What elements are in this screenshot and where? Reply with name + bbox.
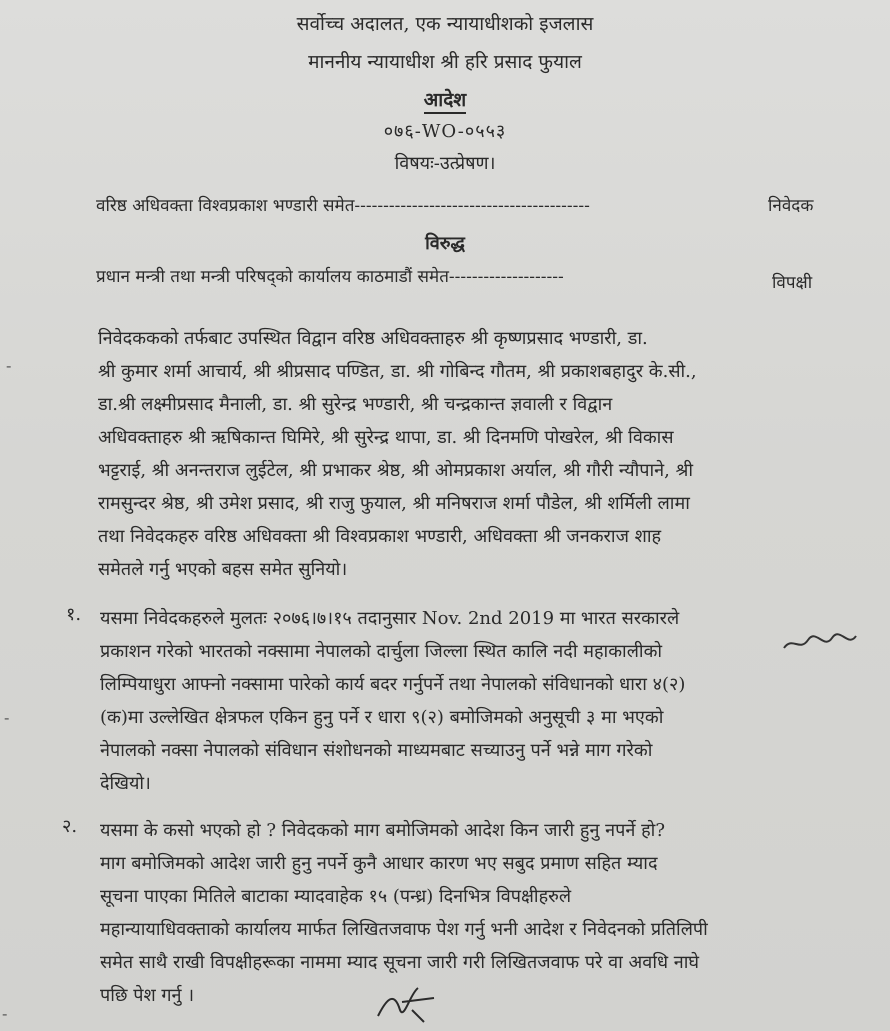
item-line: (क)मा उल्लेखित क्षेत्रफल एकिन हुनु पर्ने र धारा ९(२) बमोजिमको अनुसूची ३ मा भएको	[100, 707, 664, 728]
hole-punch-mark: -	[6, 356, 12, 375]
item-line: महान्यायाधिवक्ताको कार्यालय मार्फत लिखितजवाफ पेश गर्नु भनी आदेश र निवेदनको प्रतिलिपी	[100, 919, 708, 940]
intro-line: भट्टराई, श्री अनन्तराज लुईटेल, श्री प्रभाकर श्रेष्ठ, श्री ओमप्रकाश अर्याल, श्री गौरी न्यौपाने, श्री	[98, 460, 693, 481]
item-paragraph	[100, 602, 870, 800]
petitioner-role: निवेदक	[768, 196, 814, 216]
item-line: यसमा निवेदकहरुले मुलतः २०७६।७।१५ तदानुसार Nov. 2nd 2019 मा भारत सरकारले	[100, 608, 680, 629]
item-number: २.	[62, 816, 78, 837]
item-line: यसमा के कसो भएको हो ? निवेदकको माग बमोजिमको आदेश किन जारी हुनु नपर्ने हो?	[100, 820, 665, 841]
intro-line: तथा निवेदकहरु वरिष्ठ अधिवक्ता श्री विश्वप्रकाश भण्डारी, अधिवक्ता श्री जनकराज शाह	[98, 526, 662, 547]
versus-heading: विरुद्ध	[425, 233, 465, 254]
hole-punch-mark: -	[4, 708, 10, 727]
intro-line: डा.श्री लक्ष्मीप्रसाद मैनाली, डा. श्री सुरेन्द्र भण्डारी, श्री चन्द्रकान्त ज्ञवाली र विद्वान	[98, 394, 613, 415]
judge-signature	[372, 980, 442, 1024]
case-number: ०७६-WO-०५५३	[383, 121, 507, 142]
judge-heading: माननीय न्यायाधीश श्री हरि प्रसाद फुयाल	[308, 51, 582, 73]
item-line: माग बमोजिमको आदेश जारी हुनु नपर्ने कुनै आधार कारण भए सबुद प्रमाण सहित म्याद	[100, 853, 658, 874]
case-subject: विषयः-उत्प्रेषण।	[394, 153, 496, 174]
item-number: १.	[66, 604, 82, 625]
intro-line: निवेदककको तर्फबाट उपस्थित विद्वान वरिष्ठ अधिवक्ताहरु श्री कृष्णप्रसाद भण्डारी, डा.	[98, 328, 648, 349]
court-heading: सर्वोच्च अदालत, एक न्यायाधीशको इजलास	[296, 13, 594, 35]
hole-punch-mark: -	[2, 1004, 8, 1023]
respondent-line: प्रधान मन्त्री तथा मन्त्री परिषद्को कार्यालय काठमाडौं समेत--------------------	[96, 267, 564, 287]
intro-line: समेतले गर्नु भएको बहस समेत सुनियो।	[98, 559, 348, 580]
order-title	[0, 86, 890, 112]
item-line: देखियो।	[100, 773, 151, 794]
item-line: पछि पेश गर्नु ।	[100, 985, 195, 1006]
respondent-role: विपक्षी	[772, 273, 813, 293]
item-line: सूचना पाएका मितिले बाटाका म्यादवाहेक १५ (पन्ध्र) दिनभित्र विपक्षीहरुले	[100, 886, 572, 907]
intro-paragraph	[98, 322, 868, 586]
item-line: लिम्पियाधुरा आफ्नो नक्सामा पारेको कार्य बदर गर्नुपर्ने तथा नेपालको संविधानको धारा ४(२)	[100, 674, 686, 695]
petitioner-line: वरिष्ठ अधिवक्ता विश्वप्रकाश भण्डारी समेत-----------------------------------------	[96, 196, 590, 216]
order-title-text: आदेश	[424, 89, 466, 114]
intro-line: रामसुन्दर श्रेष्ठ, श्री उमेश प्रसाद, श्री राजु फुयाल, श्री मनिषराज शर्मा पौडेल, श्री शर्मिली लामा	[98, 493, 690, 514]
item-line: प्रकाशन गरेको भारतको नक्सामा नेपालको दार्चुला जिल्ला स्थित कालि नदी महाकालीको	[100, 641, 663, 662]
intro-line: अधिवक्ताहरु श्री ऋषिकान्त घिमिरे, श्री सुरेन्द्र थापा, डा. श्री दिनमणि पोखरेल, श्री विकास	[98, 427, 674, 448]
handwritten-annotation	[780, 630, 860, 656]
item-line: समेत साथै राखी विपक्षीहरूका नाममा म्याद सूचना जारी गरी लिखितजवाफ परे वा अवधि नाघे	[100, 952, 700, 973]
item-paragraph	[100, 814, 870, 1012]
item-line: नेपालको नक्सा नेपालको संविधान संशोधनको माध्यमबाट सच्याउनु पर्ने भन्ने माग गरेको	[100, 740, 653, 761]
intro-line: श्री कुमार शर्मा आचार्य, श्री श्रीप्रसाद पण्डित, डा. श्री गोबिन्द गौतम, श्री प्रकाशबहादुर के.सी.,	[98, 361, 697, 382]
